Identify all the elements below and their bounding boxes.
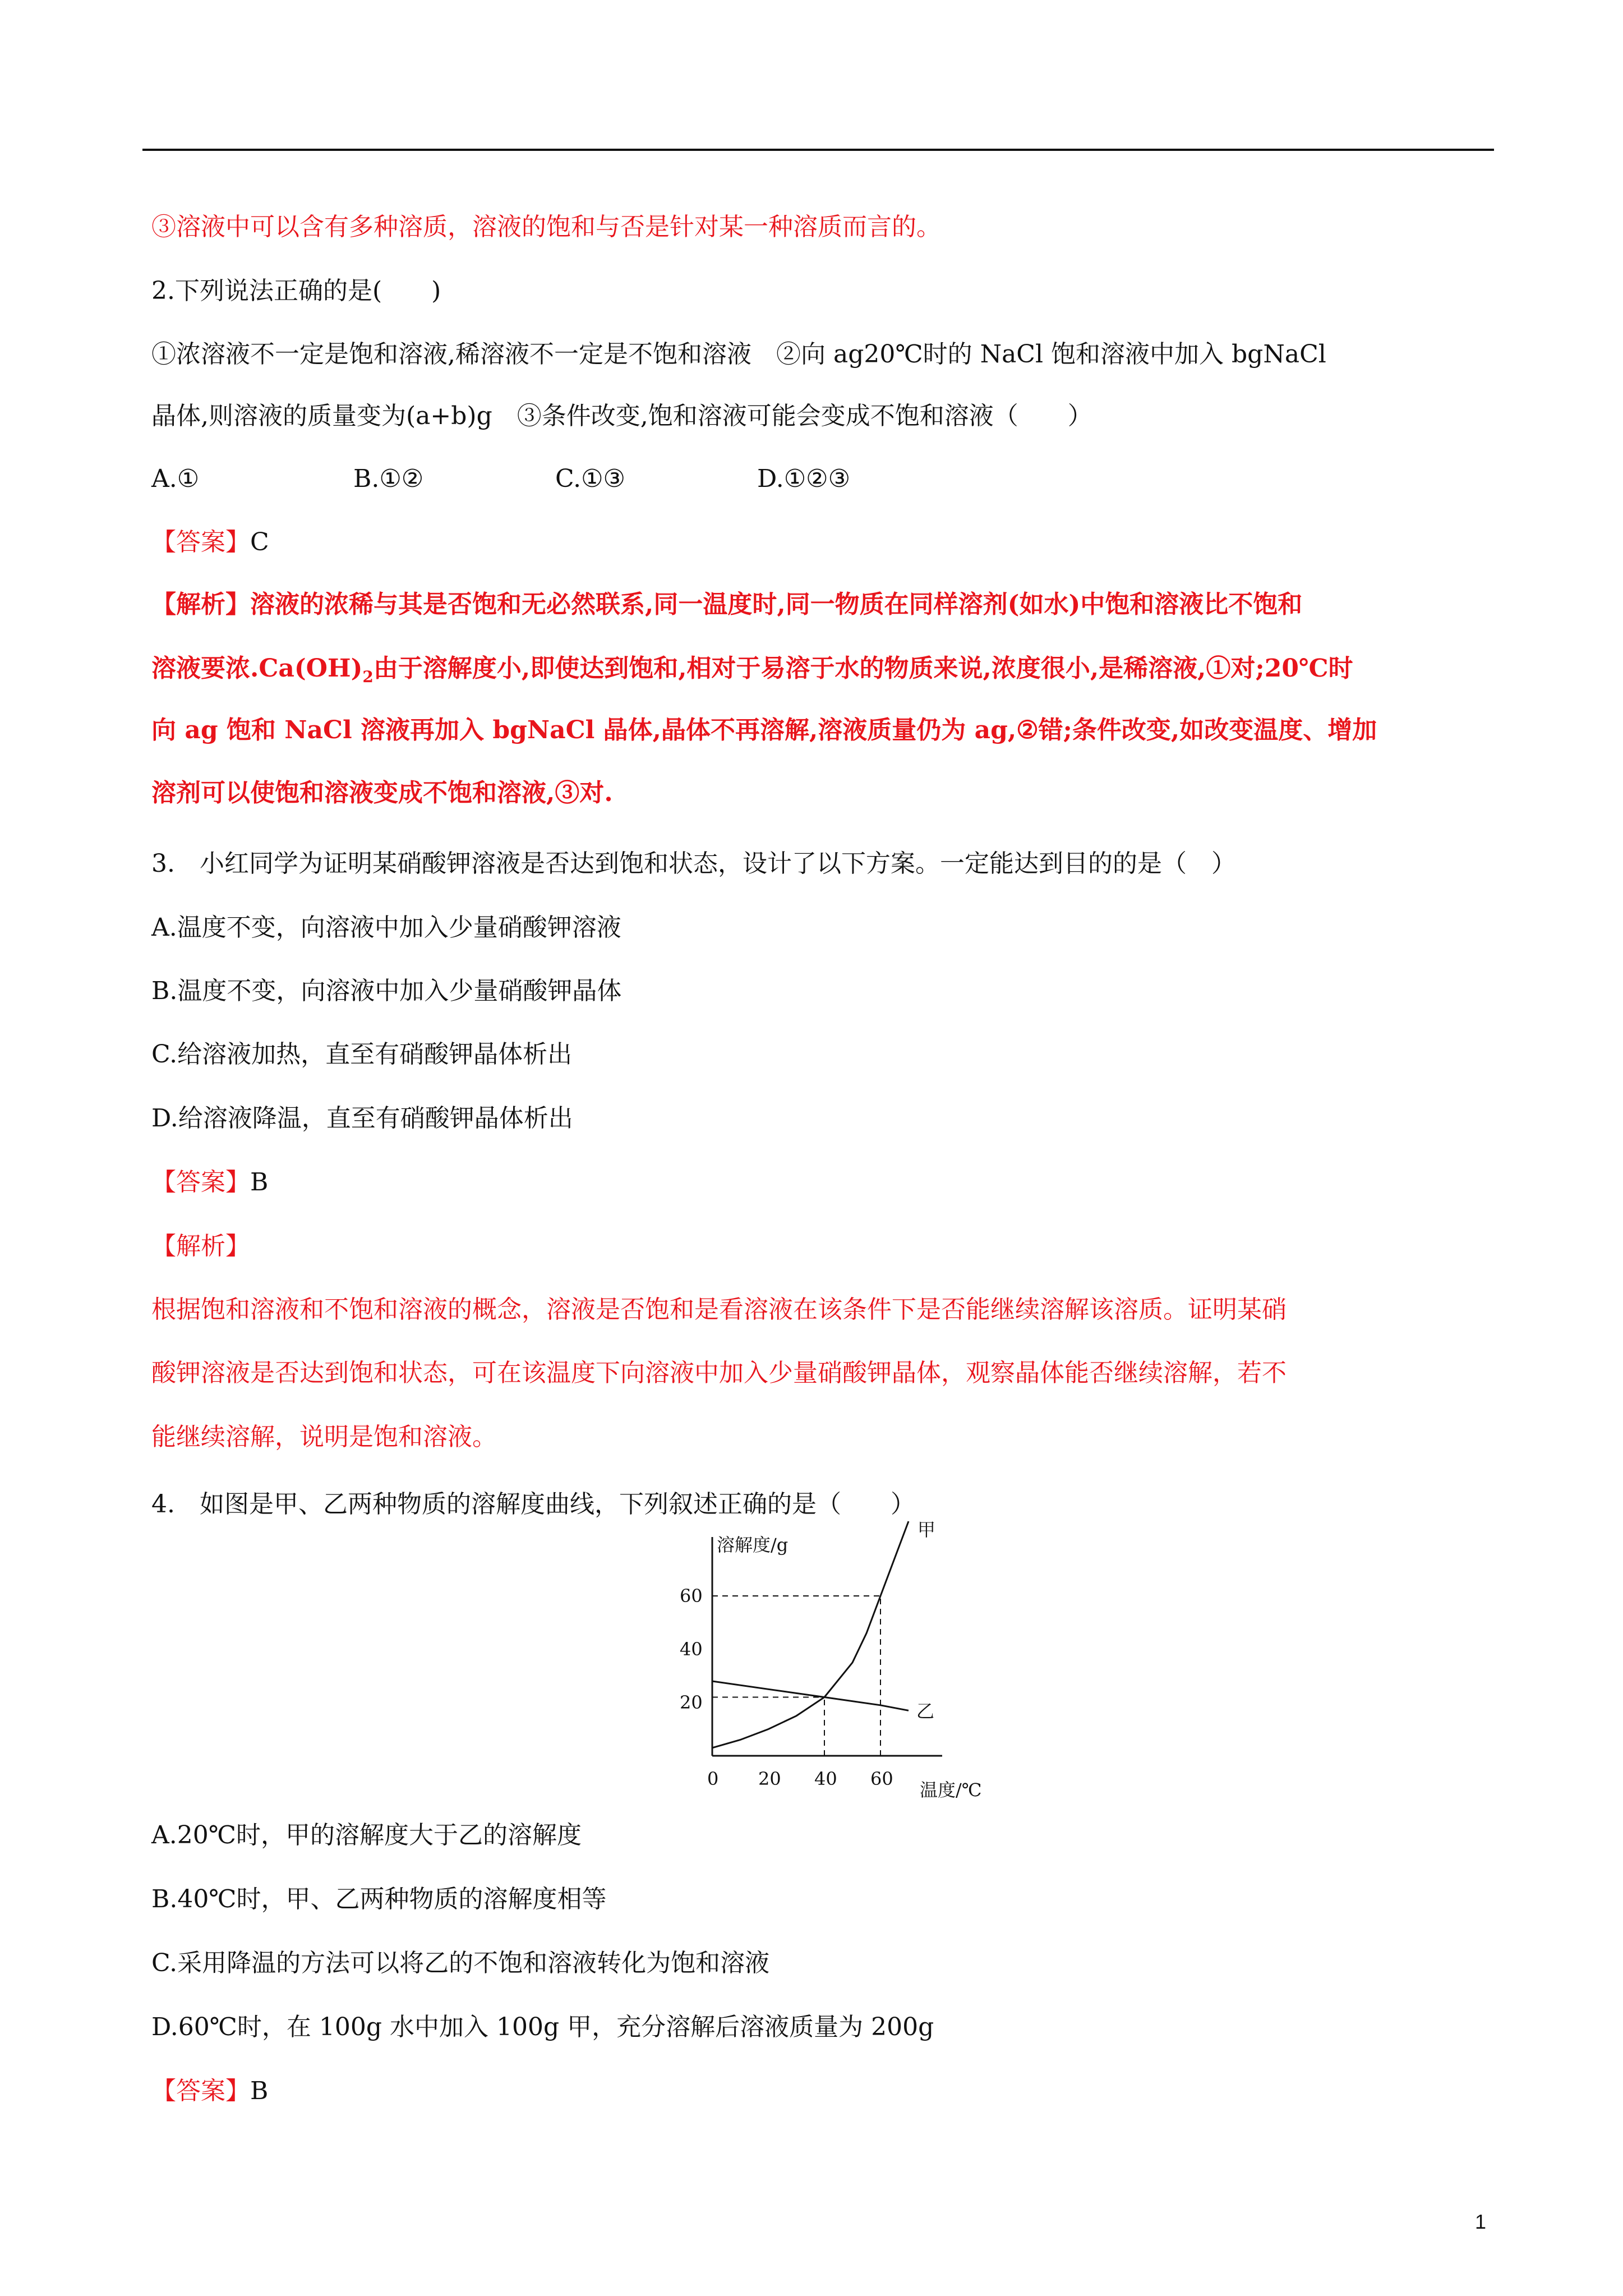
option-a: A.温度不变，向溶液中加入少量硝酸钾溶液 (151, 913, 621, 942)
series-label: 乙 (916, 1700, 935, 1722)
question-2-options (151, 461, 1492, 497)
question-3-stem: 3. 小红同学为证明某硝酸钾溶液是否达到饱和状态，设计了以下方案。一定能达到目的的是（ ） (151, 849, 1236, 878)
header-rule (142, 149, 1494, 151)
answer-line (151, 1165, 1492, 1200)
option-b: B.①② (353, 464, 424, 493)
analysis-line: 根据饱和溶液和不饱和溶液的概念，溶液是否饱和是看溶液在该条件下是否能继续溶解该溶质。证明某硝 (151, 1295, 1287, 1324)
x-tick-label: 0 (707, 1768, 719, 1789)
option-c: C.给溶液加热，直至有硝酸钾晶体析出 (151, 1040, 573, 1069)
question-4-stem: 4. 如图是甲、乙两种物质的溶解度曲线，下列叙述正确的是（ ） (151, 1490, 915, 1519)
analysis-label: 【解析】 (151, 1232, 250, 1260)
text-line: ③溶液中可以含有多种溶质，溶液的饱和与否是针对某一种溶质而言的。 (151, 213, 941, 241)
option-d: D.给溶液降温，直至有硝酸钾晶体析出 (151, 1104, 573, 1133)
answer-label: 【答案】 (151, 528, 250, 556)
answer-line (151, 524, 1492, 560)
x-tick-label: 40 (814, 1768, 837, 1789)
option-b: B.温度不变，向溶液中加入少量硝酸钾晶体 (151, 977, 622, 1005)
x-tick-label: 60 (870, 1768, 893, 1789)
subscript: 2 (362, 667, 374, 686)
option-d: D.60℃时，在 100g 水中加入 100g 甲，充分溶解后溶液质量为 200g (151, 2013, 934, 2041)
answer-label: 【答案】 (151, 2077, 250, 2105)
option-c: C.①③ (555, 464, 625, 493)
question-2-line-1: ①浓溶液不一定是饱和溶液,稀溶液不一定是不饱和溶液 ②向 ag20℃时的 NaCl 饱和溶液中加入 bgNaCl (151, 340, 1326, 369)
y-tick-label: 20 (680, 1692, 703, 1713)
series-label: 甲 (917, 1519, 936, 1540)
answer-line (151, 2073, 1492, 2109)
analysis-label: 【解析】 (151, 590, 250, 619)
x-axis-label: 温度/℃ (920, 1779, 982, 1801)
y-tick-label: 40 (680, 1639, 703, 1660)
y-axis-label: 溶解度/g (717, 1534, 789, 1556)
answer-label: 【答案】 (151, 1168, 250, 1197)
answer-value: B (250, 2077, 269, 2105)
option-a: A.① (151, 464, 200, 493)
question-2-line-2: 晶体,则溶液的质量变为(a+b)g ③条件改变,饱和溶液可能会变成不饱和溶液（ ） (151, 402, 1092, 430)
analysis-text: 溶液的浓稀与其是否饱和无必然联系,同一温度时,同一物质在同样溶剂(如水)中饱和溶液比不饱和 (250, 590, 1303, 619)
analysis-line (151, 651, 1492, 695)
y-tick-label: 60 (680, 1585, 703, 1607)
option-a: A.20℃时，甲的溶解度大于乙的溶解度 (151, 1821, 582, 1849)
analysis-line: 向 ag 饱和 NaCl 溶液再加入 bgNaCl 晶体,晶体不再溶解,溶液质量仍为 ag,②错;条件改变,如改变温度、增加 (151, 716, 1377, 744)
analysis-text: 溶液要浓.Ca(OH) (151, 654, 363, 683)
analysis-line: 酸钾溶液是否达到饱和状态，可在该温度下向溶液中加入少量硝酸钾晶体，观察晶体能否继续溶解，若不 (151, 1359, 1287, 1387)
analysis-line: 能继续溶解，说明是饱和溶液。 (151, 1423, 497, 1451)
answer-value: B (250, 1168, 269, 1197)
answer-value: C (250, 528, 269, 556)
solubility-chart (673, 1519, 982, 1809)
x-tick-label: 20 (758, 1768, 781, 1789)
question-2-stem: 2.下列说法正确的是( ) (151, 277, 441, 305)
option-c: C.采用降温的方法可以将乙的不饱和溶液转化为饱和溶液 (151, 1949, 770, 1977)
option-b: B.40℃时，甲、乙两种物质的溶解度相等 (151, 1885, 607, 1913)
analysis-line (151, 587, 1492, 623)
analysis-text: 由于溶解度小,即使达到饱和,相对于易溶于水的物质来说,浓度很小,是稀溶液,①对;20℃时 (373, 654, 1353, 683)
analysis-line: 溶剂可以使饱和溶液变成不饱和溶液,③对. (151, 779, 613, 807)
option-d: D.①②③ (757, 464, 851, 493)
page-number: 1 (1475, 2210, 1487, 2233)
